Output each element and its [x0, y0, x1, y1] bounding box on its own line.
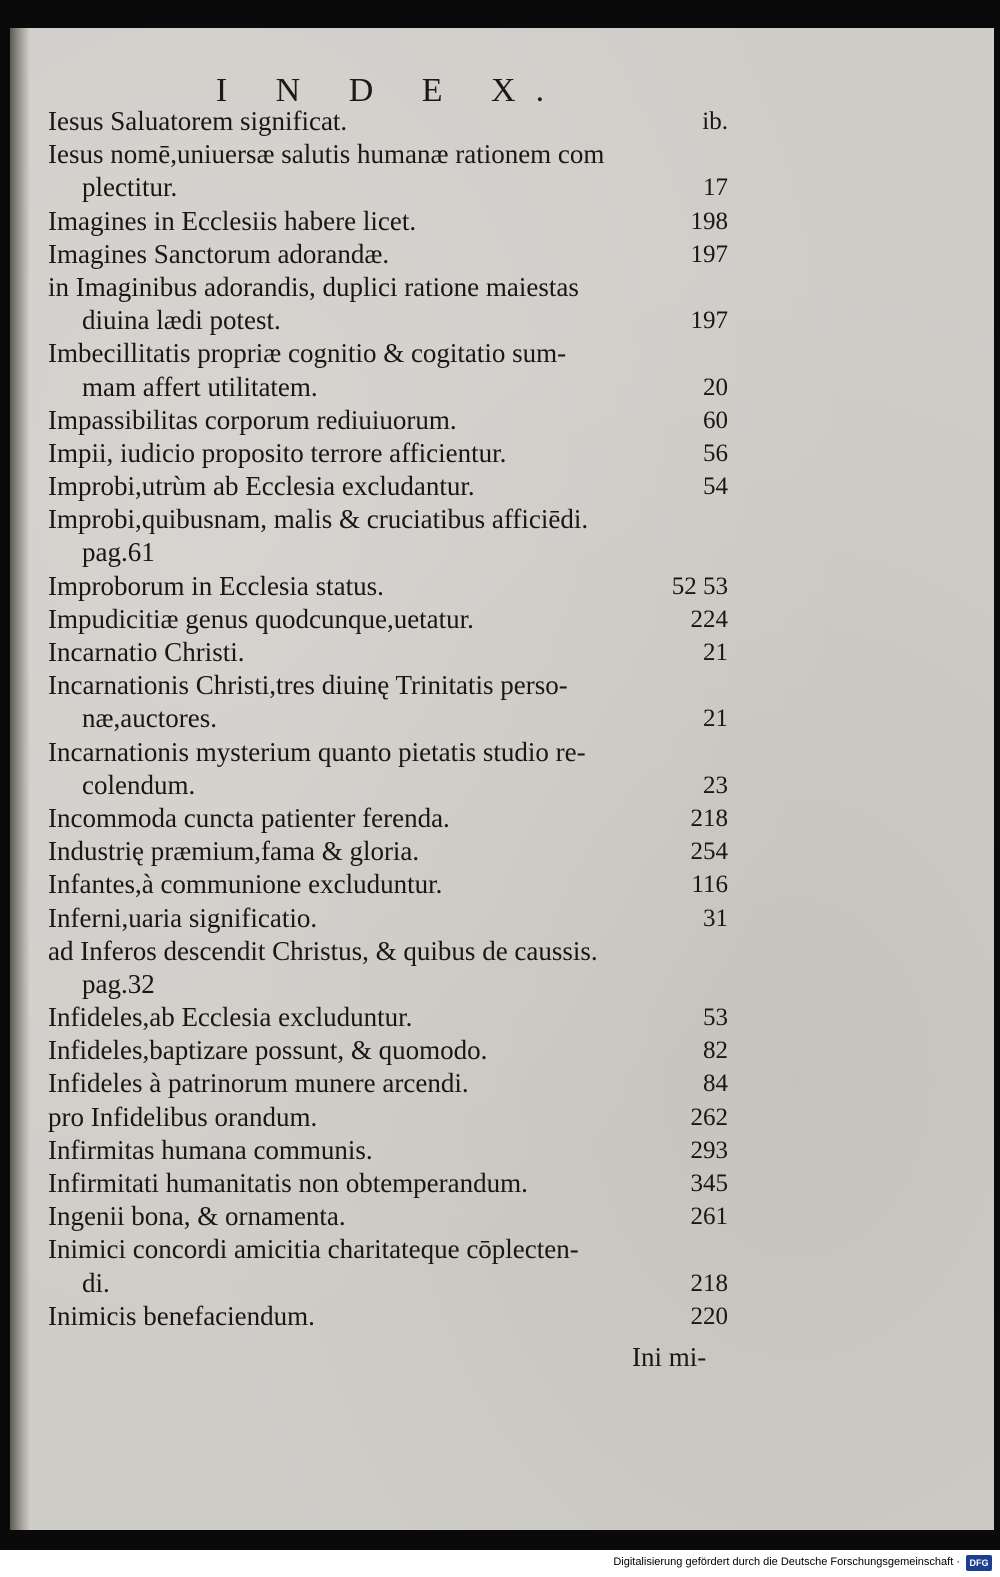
entry-text: Imbecillitatis propriæ cognitio & cogitatio sum-	[48, 338, 567, 369]
entry-text: Improbi,quibusnam, malis & cruciatibus afficiēdi.	[48, 504, 589, 535]
entry-heading-line	[48, 1001, 728, 1034]
entry-text: Incommoda cuncta patienter ferenda.	[48, 802, 450, 833]
entry-continuation-line	[48, 1267, 728, 1300]
entry-heading-line	[48, 238, 728, 271]
entry-continuation-line	[48, 371, 728, 404]
index-entry	[48, 835, 728, 868]
funding-notice: Digitalisierung gefördert durch die Deutsche Forschungsgemeinschaft ·	[613, 1556, 960, 1568]
index-entry	[48, 1233, 728, 1299]
page-reference: 60	[703, 406, 728, 434]
entry-text: næ,auctores.	[82, 703, 217, 734]
entry-heading-line	[48, 603, 728, 636]
entry-text: Inferni,uaria significatio.	[48, 902, 318, 933]
entry-heading-line	[48, 802, 728, 835]
entry-heading-line	[48, 868, 728, 901]
entry-text: Incarnationis Christi,tres diuinę Trinitatis perso-	[48, 670, 568, 701]
entry-text: Infideles,baptizare possunt, & quomodo.	[48, 1035, 488, 1066]
entry-heading-line	[48, 470, 728, 503]
index-entry	[48, 271, 728, 337]
entry-heading-line	[48, 935, 728, 968]
page-reference: 52 53	[671, 572, 728, 600]
page-gutter-shadow	[10, 28, 30, 1530]
index-entry	[48, 503, 728, 569]
entry-text: Infirmitas humana communis.	[48, 1134, 373, 1165]
digitization-footer	[0, 1550, 1000, 1577]
page-reference: 31	[703, 904, 728, 932]
index-entry	[48, 105, 728, 138]
entry-continuation-line	[48, 769, 728, 802]
page-reference: 82	[703, 1037, 728, 1065]
entry-text: mam affert utilitatem.	[82, 371, 318, 402]
index-entry	[48, 437, 728, 470]
entry-text: Improbi,utrùm ab Ecclesia excludantur.	[48, 471, 475, 502]
entry-continuation-line	[48, 304, 728, 337]
entry-heading-line	[48, 636, 728, 669]
entry-text: Incarnationis mysterium quanto pietatis studio re-	[48, 736, 586, 767]
entry-text: Improborum in Ecclesia status.	[48, 570, 384, 601]
index-entry	[48, 1034, 728, 1067]
index-entry	[48, 736, 728, 802]
catchword: Ini mi-	[632, 1342, 707, 1372]
index-entry	[48, 205, 728, 238]
entry-heading-line	[48, 138, 728, 171]
index-entry	[48, 570, 728, 603]
entry-text: Impudicitiæ genus quodcunque,uetatur.	[48, 603, 474, 634]
entry-heading-line	[48, 736, 728, 769]
entry-heading-line	[48, 404, 728, 437]
entry-text: Inimici concordi amicitia charitateque cōplecten-	[48, 1234, 579, 1265]
page-reference: 197	[690, 240, 728, 268]
index-entry-list	[48, 105, 728, 1333]
page-reference: 56	[703, 439, 728, 467]
entry-heading-line	[48, 271, 728, 304]
entry-text: Imagines in Ecclesiis habere licet.	[48, 205, 417, 236]
entry-text: Infideles,ab Ecclesia excluduntur.	[48, 1002, 413, 1033]
page-reference: 262	[690, 1103, 728, 1131]
entry-text: di.	[82, 1267, 110, 1298]
entry-continuation-line	[48, 702, 728, 735]
entry-text: Iesus Saluatorem significat.	[48, 106, 348, 136]
index-entry	[48, 1134, 728, 1167]
page-reference: ib.	[702, 108, 728, 135]
entry-text: pag.32	[82, 968, 155, 999]
entry-heading-line	[48, 835, 728, 868]
index-entry	[48, 902, 728, 935]
entry-heading-line	[48, 105, 728, 138]
index-entry	[48, 669, 728, 735]
entry-heading-line	[48, 1200, 728, 1233]
entry-heading-line	[48, 1101, 728, 1134]
entry-heading-line	[48, 205, 728, 238]
page-reference: 254	[690, 838, 728, 866]
entry-heading-line	[48, 669, 728, 702]
entry-text: in Imaginibus adorandis, duplici ratione maiestas	[48, 271, 579, 302]
page-reference: 23	[703, 771, 728, 799]
entry-continuation-line	[48, 536, 728, 569]
entry-text: Inimicis benefaciendum.	[48, 1300, 315, 1331]
entry-text: Ingenii bona, & ornamenta.	[48, 1201, 346, 1232]
entry-heading-line	[48, 902, 728, 935]
index-entry	[48, 1067, 728, 1100]
index-entry	[48, 1001, 728, 1034]
index-entry	[48, 138, 728, 204]
page-reference: 224	[690, 605, 728, 633]
dfg-logo: DFG	[966, 1555, 992, 1571]
page-reference: 53	[703, 1004, 728, 1032]
index-entry	[48, 337, 728, 403]
book-page	[10, 28, 994, 1530]
page-reference: 293	[690, 1136, 728, 1164]
entry-heading-line	[48, 503, 728, 536]
index-entry	[48, 868, 728, 901]
entry-text: colendum.	[82, 769, 196, 800]
index-entry	[48, 636, 728, 669]
page-reference: 54	[703, 473, 728, 501]
index-entry	[48, 404, 728, 437]
entry-text: Imagines Sanctorum adorandæ.	[48, 238, 390, 269]
page-reference: 116	[691, 871, 728, 899]
index-entry	[48, 603, 728, 636]
index-entry	[48, 1300, 728, 1333]
page-reference: 261	[690, 1203, 728, 1231]
entry-text: Infideles à patrinorum munere arcendi.	[48, 1068, 469, 1099]
index-entry	[48, 1167, 728, 1200]
page-reference: 218	[690, 804, 728, 832]
page-reference: 84	[703, 1070, 728, 1098]
entry-heading-line	[48, 570, 728, 603]
entry-heading-line	[48, 1134, 728, 1167]
entry-heading-line	[48, 1300, 728, 1333]
index-entry	[48, 802, 728, 835]
entry-heading-line	[48, 1034, 728, 1067]
index-entry	[48, 470, 728, 503]
entry-text: Impii, iudicio proposito terrore afficientur.	[48, 437, 507, 468]
entry-heading-line	[48, 1233, 728, 1266]
page-reference: 17	[703, 174, 728, 202]
entry-heading-line	[48, 1167, 728, 1200]
index-entry	[48, 238, 728, 271]
index-entry	[48, 935, 728, 1001]
page-reference: 21	[703, 705, 728, 733]
entry-text: Impassibilitas corporum rediuiuorum.	[48, 404, 457, 435]
entry-text: pag.61	[82, 537, 155, 568]
entry-text: plectitur.	[82, 172, 178, 203]
entry-text: Infirmitati humanitatis non obtemperandum.	[48, 1168, 528, 1198]
index-entry	[48, 1101, 728, 1134]
page-reference: 197	[690, 307, 728, 335]
index-entry	[48, 1200, 728, 1233]
entry-heading-line	[48, 1067, 728, 1100]
page-reference: 20	[703, 373, 728, 401]
entry-heading-line	[48, 337, 728, 370]
page-reference: 198	[690, 207, 728, 235]
entry-text: Incarnatio Christi.	[48, 637, 245, 667]
entry-heading-line	[48, 437, 728, 470]
entry-continuation-line	[48, 968, 728, 1001]
page-reference: 218	[690, 1269, 728, 1297]
entry-text: Industrię præmium,fama & gloria.	[48, 836, 420, 867]
entry-text: ad Inferos descendit Christus, & quibus de caussis.	[48, 935, 598, 966]
entry-text: pro Infidelibus orandum.	[48, 1101, 318, 1132]
page-reference: 21	[703, 639, 728, 666]
page-reference: 345	[690, 1170, 728, 1197]
entry-text: diuina lædi potest.	[82, 305, 281, 336]
entry-text: Iesus nomē,uniuersæ salutis humanæ rationem com	[48, 139, 605, 170]
entry-text: Infantes,à communione excluduntur.	[48, 869, 443, 900]
entry-continuation-line	[48, 171, 728, 204]
page-title: I N D E X.	[215, 72, 565, 109]
page-reference: 220	[690, 1302, 728, 1330]
